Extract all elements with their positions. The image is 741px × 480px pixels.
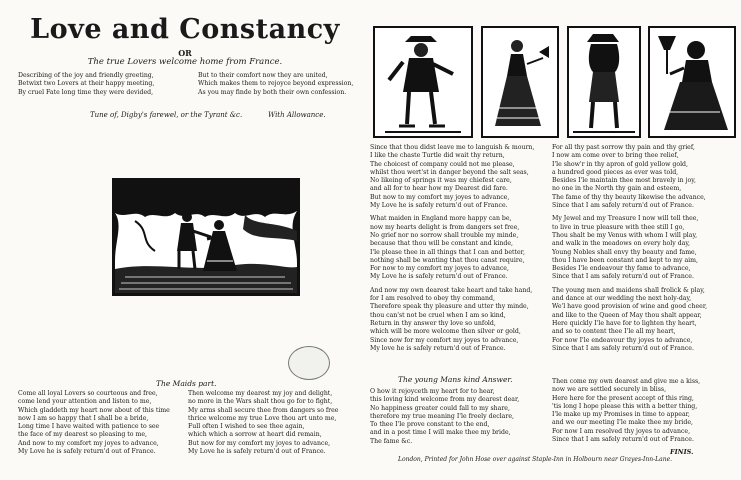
cavalier-image (569, 28, 639, 136)
verse-line: Since that I am safely return'd out of France. (552, 344, 694, 352)
verse-line: I'le make up my Promises in time to appear, (552, 411, 690, 419)
verse-line: Since that I am safely return'd out of France. (552, 202, 694, 210)
verse-line: Full often I wished to see thee again, (188, 423, 305, 431)
verse-line: and in a post time I will make thee my bride, (370, 429, 511, 437)
maids-verse-col2 (188, 390, 338, 456)
lady-fan-image (483, 28, 557, 136)
verse-line: For all thy past sorrow thy pain and thy grief, (552, 144, 695, 151)
verse-line: Since that I am safely return'd out of France. (552, 273, 694, 281)
verse-line: Young Nobles shall envy thy beauty and fame, (552, 248, 697, 256)
verse-line: No happiness greater could fall to my share, (370, 404, 510, 412)
verse-line: a hundred good pieces as ever was told, (552, 168, 679, 176)
intro-line: By cruel Fate long time they were devided, (18, 88, 154, 96)
verse-line: Since now for my comfort my joyes to advance, (370, 336, 519, 344)
verse-line: thou I have been constant and kept to my aim, (552, 256, 698, 264)
verse-line: My arms shall secure thee from dangers so free (188, 406, 339, 414)
verse-line: I like the chaste Turtle did wait thy return, (370, 152, 505, 160)
verse-line: To thee I'le prove constant to the end, (370, 421, 490, 429)
title-or: OR (178, 48, 192, 58)
verse-line: Then come my own dearest and give me a kiss, (552, 378, 701, 385)
gentleman-image (375, 28, 471, 136)
verse-line: thou can'st not be cruel when I am so kind, (370, 311, 506, 319)
young-mans-answer-heading: The young Mans kind Answer. (398, 375, 513, 384)
verse-line: which will be more welcome then silver or gold, (370, 328, 521, 336)
verse-line: and walk in the meadows on every holy day, (552, 240, 691, 248)
intro-line: Describing of the joy and friendly greeting, (18, 72, 154, 79)
verse-line: whilst thou wert'st in danger beyond the salt seas, (370, 168, 529, 176)
verse-line: to live in true pleasure with thee still I go, (552, 223, 685, 231)
intro-right (198, 72, 353, 97)
finis: FINIS. (670, 448, 694, 456)
verse-line: No likeing of springs it was my chiefest care, (370, 177, 512, 185)
verse-line: The young men and maidens shall frolick & play, (552, 286, 705, 294)
woodcut-couple-image (115, 181, 297, 293)
verse-line: Here here for the present accept of this ring, (552, 394, 694, 402)
verse-line: My love he is safely return'd out of France. (370, 344, 506, 352)
verse-line: Long time I have waited with patience to see (18, 423, 160, 431)
woodcut-lady-portrait (648, 26, 736, 138)
verse-line: Return in thy answer thy love so unfold, (370, 319, 496, 327)
verse-line: come lend your attention and listen to me, (18, 398, 152, 406)
verse-line: My Love he is safely return'd out of France. (370, 202, 508, 210)
verse-line: Since that I am safely return'd out of France. (552, 436, 694, 444)
verse-line: My Jewel and my Treasure I now will tell thee, (552, 215, 699, 223)
intro-line: But to their comfort now they are united, (198, 72, 328, 79)
verse-line: I now am come over to bring thee relief, (552, 152, 679, 160)
verse-line: Besides I'le endeavour thy fame to advance, (552, 265, 691, 273)
answer-col4 (552, 378, 700, 444)
verse-line: For now I'le endeavour thy joyes to advance, (552, 336, 693, 344)
verse-line: Besides I'le maintain thee most bravely in joy, (552, 177, 696, 185)
verse-line: The fame &c. (370, 437, 413, 445)
verse-line: No grief nor no sorrow shall trouble my minde, (370, 231, 519, 239)
verse-col4 (552, 144, 707, 353)
verse-line: The choicest of company could not me please, (370, 160, 515, 168)
verse-line: no one in the North thy gain and esteem, (552, 185, 682, 193)
library-stamp (288, 346, 330, 380)
verse-line: now my hearts delight is from dangers set free, (370, 223, 520, 231)
verse-line: What maiden in England more happy can be, (370, 215, 512, 223)
verse-line: My Love he is safely return'd out of France. (18, 448, 156, 456)
verse-line: which which a sorrow at heart did remain, (188, 431, 322, 439)
verse-line: Which gladdeth my heart now about of this time (18, 406, 170, 414)
verse-line: and like to the Queen of May thou shalt appear, (552, 311, 702, 319)
verse-line: and all for to hear how my Dearest did fare. (370, 185, 508, 193)
answer-col3 (370, 388, 519, 446)
verse-line: But now to my comfort my joyes to advance, (370, 193, 510, 201)
verse-line: the face of my dearest so pleasing to me, (18, 431, 147, 439)
verse-line: But now for my comfort my joyes to advance, (188, 439, 331, 447)
verse-line: Then welcome my dearest my joy and delight, (188, 390, 333, 397)
verse-line: no more in the Wars shalt thou go for to fight, (188, 398, 333, 406)
verse-line: Here quickly I'le have for to lighten thy heart, (552, 319, 697, 327)
intro-left (18, 72, 154, 97)
verse-line: For now I am resolved thy joyes to advance, (552, 427, 691, 435)
intro-line: As you may finde by both their own confession. (198, 88, 347, 96)
woodcut-gentleman-portrait (373, 26, 473, 138)
lady-image (650, 28, 734, 136)
maids-part-heading: The Maids part. (156, 379, 217, 388)
woodcut-cavalier-portrait (567, 26, 641, 138)
verse-col3 (370, 144, 534, 353)
verse-line: And now to my comfort my joyes to advance, (18, 439, 159, 447)
printer-imprint: London, Printed for John Hose over against Staple-Inn in Holbourn near Grayes-Inn-Lane. (398, 456, 673, 463)
verse-line: and dance at our wedding the next holy-day, (552, 295, 692, 303)
verse-line: For now to my comfort my joyes to advance, (370, 265, 509, 273)
ballad-subtitle: The true Lovers welcome home from France. (87, 57, 283, 67)
woodcut-lady-fan-portrait (481, 26, 559, 138)
verse-line: And now my own dearest take heart and take hand, (370, 286, 533, 294)
verse-line: now I am so happy that I shall be a bride, (18, 414, 149, 422)
verse-line: The fame of thy thy beauty likewise the advance, (552, 193, 706, 201)
verse-line: We'l have good provision of wine and good cheer, (552, 303, 708, 311)
maids-verse-col1 (18, 390, 170, 456)
woodcut-couple (112, 178, 300, 296)
verse-line: Therefore speak thy pleasure and utter thy minde, (370, 303, 529, 311)
verse-line: thrice welcome my true Love thou art unto me, (188, 414, 337, 422)
verse-line: because that thou will be constant and kinde, (370, 240, 513, 248)
verse-line: Come all loyal Lovers so courteous and free, (18, 390, 158, 397)
verse-line: this loving kind welcome from my dearest dear, (370, 396, 520, 404)
verse-line: Since that thou didst leave me to languish & mourn, (370, 144, 535, 151)
verse-line: nothing shall be wanting that thou canst require, (370, 256, 525, 264)
verse-line: My Love he is safely return'd out of France. (370, 273, 508, 281)
intro-line: Betwixt two Lovers at their happy meeting, (18, 80, 155, 88)
allowance: With Allowance. (268, 111, 326, 119)
verse-line: and so to content thee I'le all my heart, (552, 328, 676, 336)
tune-line: Tune of, Digby's farewel, or the Tyrant &c. (90, 111, 243, 119)
verse-line: I'le please thee in all things that I can and better, (370, 248, 525, 256)
verse-line: I'le show'r in thy apron of gold yellow gold, (552, 160, 688, 168)
verse-line: O how it rejoyceth my heart for to hear, (370, 388, 495, 395)
verse-line: now we are settled securely in bliss, (552, 386, 667, 394)
verse-line: therefore my true meaning I'le freely declare, (370, 412, 514, 420)
verse-line: 'tis long I hope please this with a better thing, (552, 402, 698, 410)
verse-line: My Love he is safely return'd out of France. (188, 448, 326, 456)
intro-line: Which makes them to rejoyce beyond expression, (198, 80, 354, 88)
ballad-title: Love and Constancy (30, 14, 340, 45)
verse-line: and we our meeting I'le make thee my bride, (552, 419, 693, 427)
verse-line: for I am resolved to obey thy command, (370, 295, 495, 303)
verse-line: Thou shalt be my Venus with whom I will play, (552, 231, 698, 239)
